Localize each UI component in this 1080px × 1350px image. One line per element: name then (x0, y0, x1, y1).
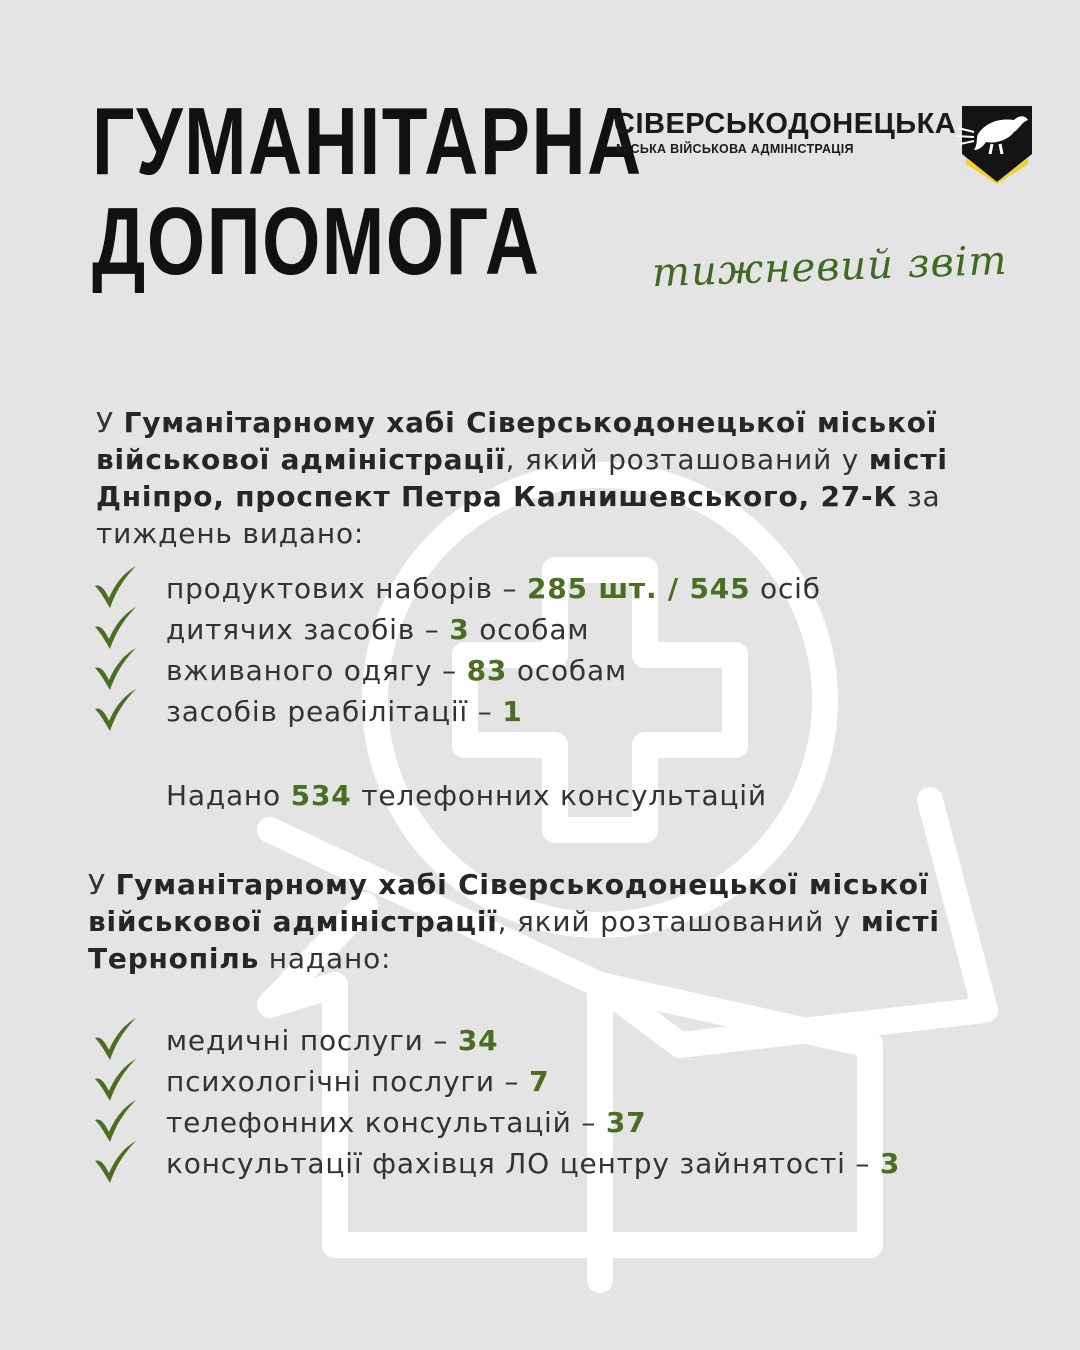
ternopil-intro (88, 866, 1018, 977)
dnipro-address: місті Дніпро, проспект Петра Калнишевського, 27-К (96, 443, 948, 513)
dnipro-hub-name: Гуманітарному хабі Сіверськодонецької міської військової адміністрації (96, 406, 938, 476)
weekly-report-label: тижневий звіт (651, 237, 1009, 297)
checkmark-icon (92, 687, 138, 733)
checkmark-icon (92, 646, 138, 692)
ternopil-hub-name: Гуманітарному хабі Сіверськодонецької міської військової адміністрації (88, 868, 930, 938)
checkmark-icon (92, 564, 138, 610)
dnipro-intro-text-3: за тиждень видано: (96, 480, 941, 550)
bird-emblem-icon (956, 104, 1038, 184)
ternopil-intro-text-3: надано: (259, 942, 392, 975)
ternopil-city: місті Тернопіль (88, 905, 940, 975)
ternopil-intro-text-2: , який розташований у (497, 905, 861, 938)
administration-logo (612, 104, 1032, 184)
checkmark-icon (92, 1139, 138, 1185)
ternopil-intro-text-1: У (88, 868, 116, 901)
list-item: засобів реабілітації – 1 (92, 691, 821, 732)
checkmark-icon (92, 1098, 138, 1144)
title-line-1: ГУМАНІТАРНА (92, 88, 643, 195)
dnipro-intro (96, 404, 1026, 552)
logo-name: СІВЕРСЬКОДОНЕЦЬКА (614, 108, 957, 140)
dnipro-items-list (92, 568, 821, 732)
logo-subtitle: МІСЬКА ВІЙСЬКОВА АДМІНІСТРАЦІЯ (616, 142, 854, 156)
list-item: дитячих засобів – 3 особам (92, 609, 821, 650)
dnipro-intro-text-2: , який розташований у (505, 443, 869, 476)
list-item: консультації фахівця ЛО центру зайнятості – 3 (92, 1143, 900, 1184)
list-item: вживаного одягу – 83 особам (92, 650, 821, 691)
page-title (92, 88, 643, 295)
title-line-2: ДОПОМОГА (92, 188, 541, 295)
phone-consultations-note: Надано 534 телефонних консультацій (166, 779, 767, 812)
list-item: медичні послуги – 34 (92, 1020, 900, 1061)
list-item: продуктових наборів – 285 шт. / 545 осіб (92, 568, 821, 609)
list-item: психологічні послуги – 7 (92, 1061, 900, 1102)
checkmark-icon (92, 605, 138, 651)
checkmark-icon (92, 1057, 138, 1103)
ternopil-items-list (92, 1020, 900, 1184)
list-item: телефонних консультацій – 37 (92, 1102, 900, 1143)
checkmark-icon (92, 1016, 138, 1062)
dnipro-intro-text-1: У (96, 406, 124, 439)
